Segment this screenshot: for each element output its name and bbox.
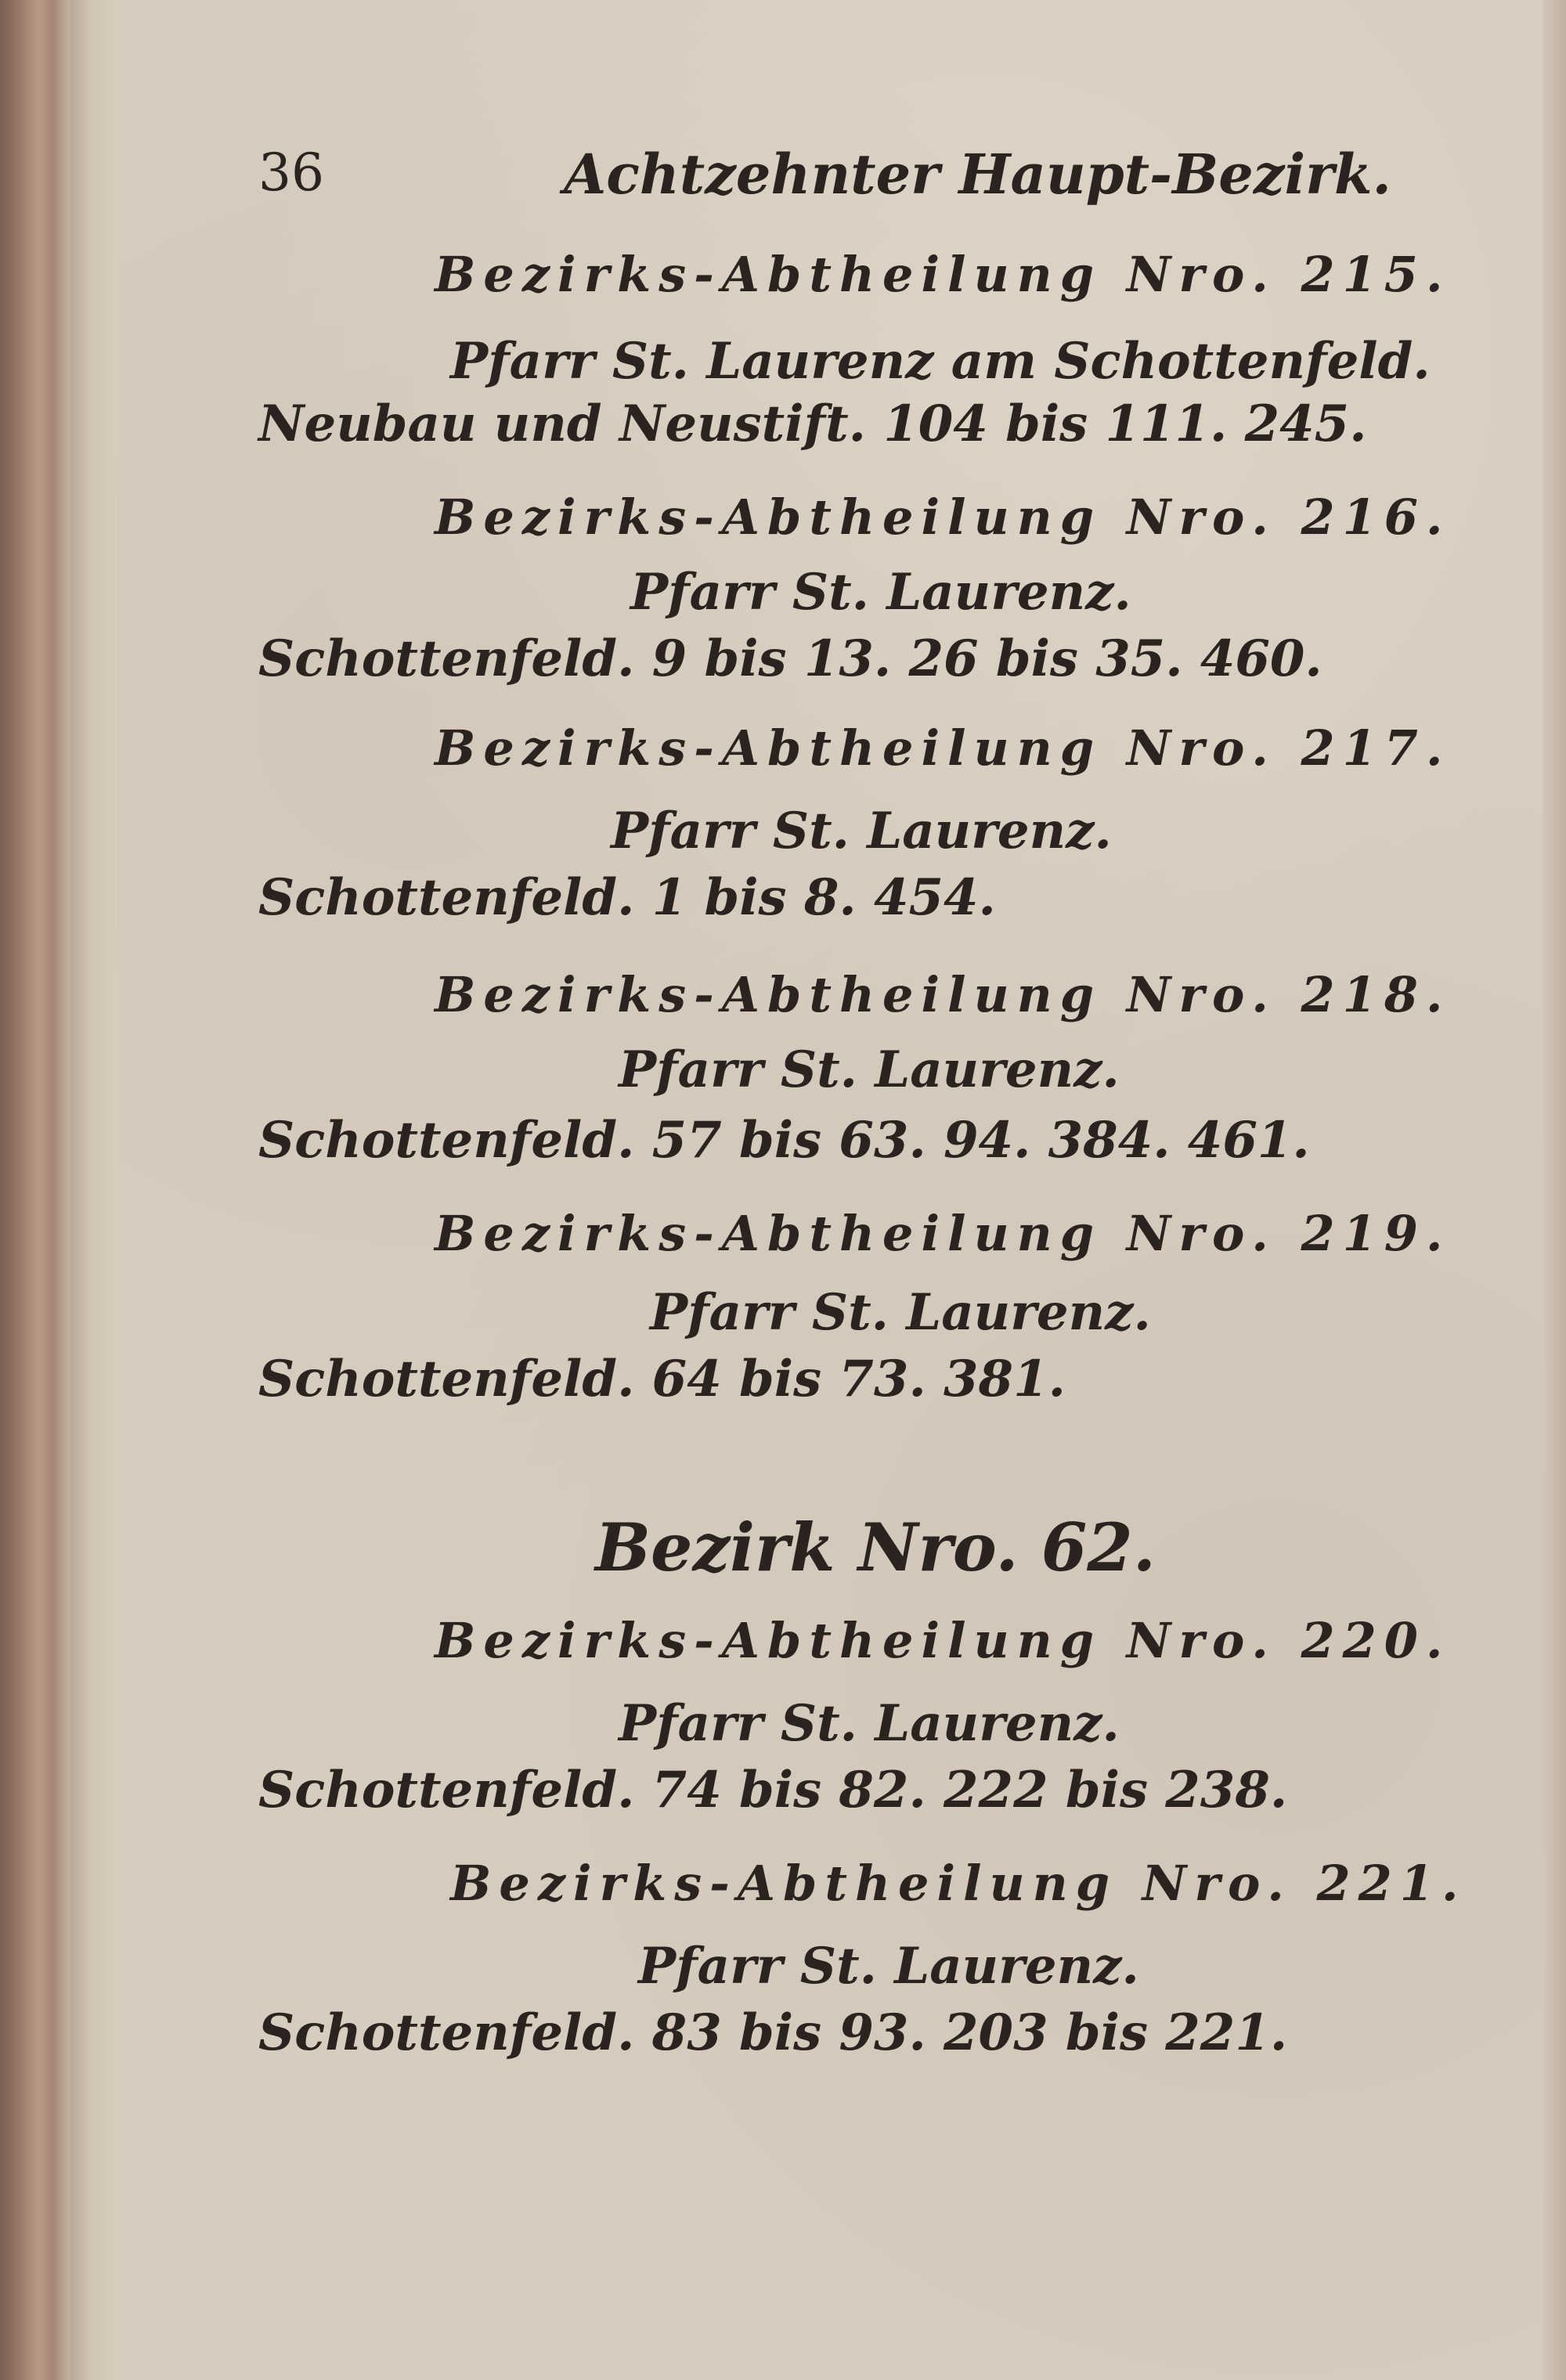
- parish-name: Pfarr St. Laurenz.: [630, 563, 1131, 622]
- street-listing: Schottenfeld. 64 bis 73. 381.: [258, 1350, 1066, 1408]
- parish-name: Pfarr St. Laurenz.: [638, 1937, 1139, 1996]
- street-listing: Schottenfeld. 9 bis 13. 26 bis 35. 460.: [258, 629, 1322, 688]
- parish-name: Pfarr St. Laurenz.: [619, 1040, 1120, 1099]
- parish-name: Pfarr St. Laurenz.: [611, 802, 1112, 860]
- parish-name: Pfarr St. Laurenz.: [619, 1694, 1120, 1753]
- subdivision-heading: Bezirks-Abtheilung Nro. 217.: [435, 719, 1451, 777]
- parish-name: Pfarr St. Laurenz am Schottenfeld.: [450, 332, 1431, 391]
- street-listing: Schottenfeld. 57 bis 63. 94. 384. 461.: [258, 1111, 1310, 1170]
- street-listing: Schottenfeld. 1 bis 8. 454.: [258, 868, 996, 927]
- street-listing: Neubau und Neustift. 104 bis 111. 245.: [258, 395, 1367, 453]
- street-listing: Schottenfeld. 83 bis 93. 203 bis 221.: [258, 2003, 1288, 2062]
- parish-name: Pfarr St. Laurenz.: [650, 1283, 1151, 1342]
- book-binding: [0, 0, 70, 2380]
- subdivision-heading: Bezirks-Abtheilung Nro. 221.: [450, 1855, 1467, 1912]
- page-number: 36: [258, 142, 324, 203]
- district-heading: Bezirk Nro. 62.: [595, 1509, 1156, 1586]
- subdivision-heading: Bezirks-Abtheilung Nro. 220.: [435, 1612, 1451, 1669]
- subdivision-heading: Bezirks-Abtheilung Nro. 219.: [435, 1205, 1451, 1262]
- subdivision-heading: Bezirks-Abtheilung Nro. 215.: [435, 246, 1451, 303]
- street-listing: Schottenfeld. 74 bis 82. 222 bis 238.: [258, 1761, 1288, 1819]
- page-gutter: [70, 0, 117, 2380]
- page-header-title: Achtzehnter Haupt-Bezirk.: [564, 142, 1391, 207]
- subdivision-heading: Bezirks-Abtheilung Nro. 216.: [435, 489, 1451, 546]
- subdivision-heading: Bezirks-Abtheilung Nro. 218.: [435, 966, 1451, 1023]
- page-edge: [1543, 0, 1566, 2380]
